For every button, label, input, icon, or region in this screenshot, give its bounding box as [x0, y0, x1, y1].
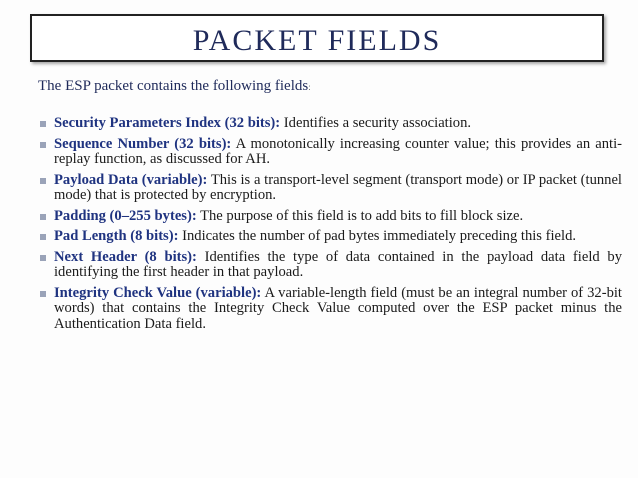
list-item: [40, 173, 622, 204]
bullet-icon: [40, 142, 46, 148]
title-box: [30, 14, 604, 62]
list-item: [40, 286, 622, 333]
field-term: Security Parameters Index (32 bits):: [54, 115, 281, 131]
bullet-icon: [40, 255, 46, 261]
field-term: Next Header (8 bits):: [54, 248, 197, 265]
field-description: The purpose of this field is to add bits to fill block size.: [196, 207, 524, 224]
intro-text: [38, 78, 311, 95]
slide-title: PACKET FIELDS: [192, 24, 442, 57]
field-list: [40, 116, 622, 337]
bullet-icon: [40, 234, 46, 240]
list-item: [40, 250, 622, 281]
field-term: Padding (0–255 bytes):: [54, 207, 197, 224]
field-term: Sequence Number (32 bits):: [54, 135, 232, 152]
list-item: [40, 116, 622, 132]
bullet-icon: [40, 214, 46, 220]
intro-colon: :: [308, 82, 311, 92]
field-description: Identifies a security association.: [280, 115, 472, 131]
bullet-icon: [40, 178, 46, 184]
intro-sentence: The ESP packet contains the following fields: [38, 78, 309, 94]
field-description: This is a transport-level segment (transport mode) or IP packet (tunnel mode) that is protected by encryption.: [54, 171, 622, 203]
bullet-icon: [40, 291, 46, 297]
field-term: Payload Data (variable):: [54, 171, 208, 188]
list-item: [40, 209, 622, 225]
list-item: [40, 137, 622, 168]
bullet-icon: [40, 121, 46, 127]
field-term: Integrity Check Value (variable):: [54, 284, 262, 301]
list-item: [40, 229, 622, 245]
field-description: A monotonically increasing counter value; this provides an anti-replay function, as discussed for AH.: [54, 135, 623, 167]
field-term: Pad Length (8 bits):: [54, 228, 179, 244]
field-description: A variable-length field (must be an integral number of 32-bit words) that contains the Integrity Check Value computed over the ESP packet minus the Authentication Data field.: [54, 284, 622, 332]
field-description: Indicates the number of pad bytes immediately preceding this field.: [178, 228, 577, 244]
field-description: Identifies the type of data contained in the payload data field by identifying the first header in that payload.: [54, 248, 623, 280]
